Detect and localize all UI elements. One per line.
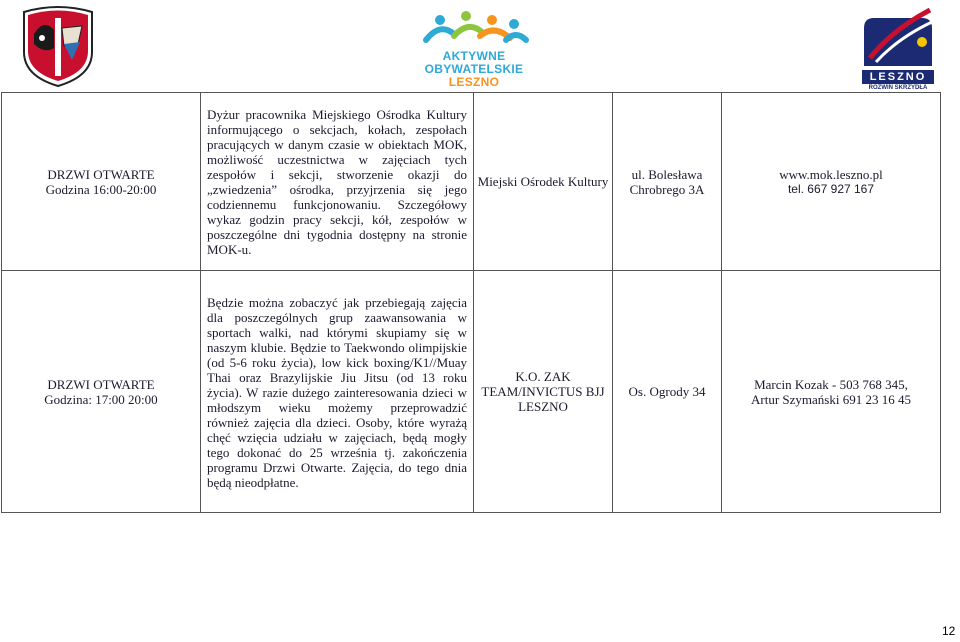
event-description: Będzie można zobaczyć jak przebiegają zajęcia dla poszczególnych grup zaawansowania w sportach walki, nad którymi skupiamy się w naszym klubie. Będzie to Taekwondo olimpijskie (od 5-6 roku życia), low kick boxing/K1//Muay Thai oraz Brazylijskie Jiu Jitsu (od 13 roku życia). W razie dużego zainteresowania dzieci w młodszym wieku możemy przeprowadzić również zajęcia dla dzieci. Osoby, które wyrażą chęć wzięcia udziału w zajęciach, będą mogły tego dokonać do 25 września tj. zakończenia programu Drzwi Otwarte. Zajęcia, do tego dnia będą nieodpłatne. [207,295,467,490]
address-cell [613,93,722,271]
event-description-cell [201,93,474,271]
page-number: 12 [942,624,956,638]
address-cell [613,271,722,513]
aktywne-obywatelskie-leszno-logo [418,10,530,90]
events-table [1,92,941,513]
contact-person-2: Artur Szymański 691 23 16 45 [751,391,911,407]
page-header [0,0,960,92]
event-description: Dyżur pracownika Miejskiego Ośrodka Kultury informującego o sekcjach, kołach, zespołach pracujących w danym czasie w obiektach MOK, możliwość uczestnictwa w zajęciach tych zespołów i sekcji, stworzenie okazji do „zwiedzenia” ośrodka, przyjrzenia się jego codziennemu funkcjonowaniu. Szczegółowy wykaz godzin pracy sekcji, kół, zespołów w poszczególne dni tygodnia dostępny na stronie MOK-u. [207,106,467,257]
website-link[interactable]: www.mok.leszno.pl [779,166,883,182]
event-title: DRZWI OTWARTE [47,376,155,392]
organizer-name-line-3: LESZNO [518,399,568,414]
event-description-cell [201,271,474,513]
event-hours: Godzina: 17:00 20:00 [44,391,158,407]
logo-city-name: LESZNO [862,70,934,84]
event-time-cell [2,93,201,271]
logo-word-1: AKTYWNE [442,49,506,63]
event-time-cell [2,271,201,513]
leszno-coat-of-arms-logo [20,4,96,88]
table-row [2,93,941,271]
organizer-cell [474,93,613,271]
organizer-cell [474,271,613,513]
leszno-rozwin-skrzydla-logo [862,8,934,92]
contact-cell [722,93,941,271]
organizer-name-line-1: K.O. ZAK [515,369,571,384]
table-row [2,271,941,513]
address-line-1: ul. Bolesława [631,166,703,182]
organizer-name-line-2: TEAM/INVICTUS BJJ [481,384,605,399]
contact-person-1: Marcin Kozak - 503 768 345, [754,376,908,392]
event-title: DRZWI OTWARTE [47,166,155,182]
logo-word-3: LESZNO [448,75,500,89]
organizer-name: Miejski Ośrodek Kultury [477,174,609,189]
logo-word-2: OBYWATELSKIE [424,62,524,76]
contact-cell [722,271,941,513]
address-line-1: Os. Ogrody 34 [628,384,706,399]
event-hours: Godzina 16:00-20:00 [45,181,157,197]
address-line-2: Chrobrego 3A [629,181,705,197]
logo-tagline: ROZWIŃ SKRZYDŁA [868,85,928,91]
phone-number: tel. 667 927 167 [787,181,875,196]
